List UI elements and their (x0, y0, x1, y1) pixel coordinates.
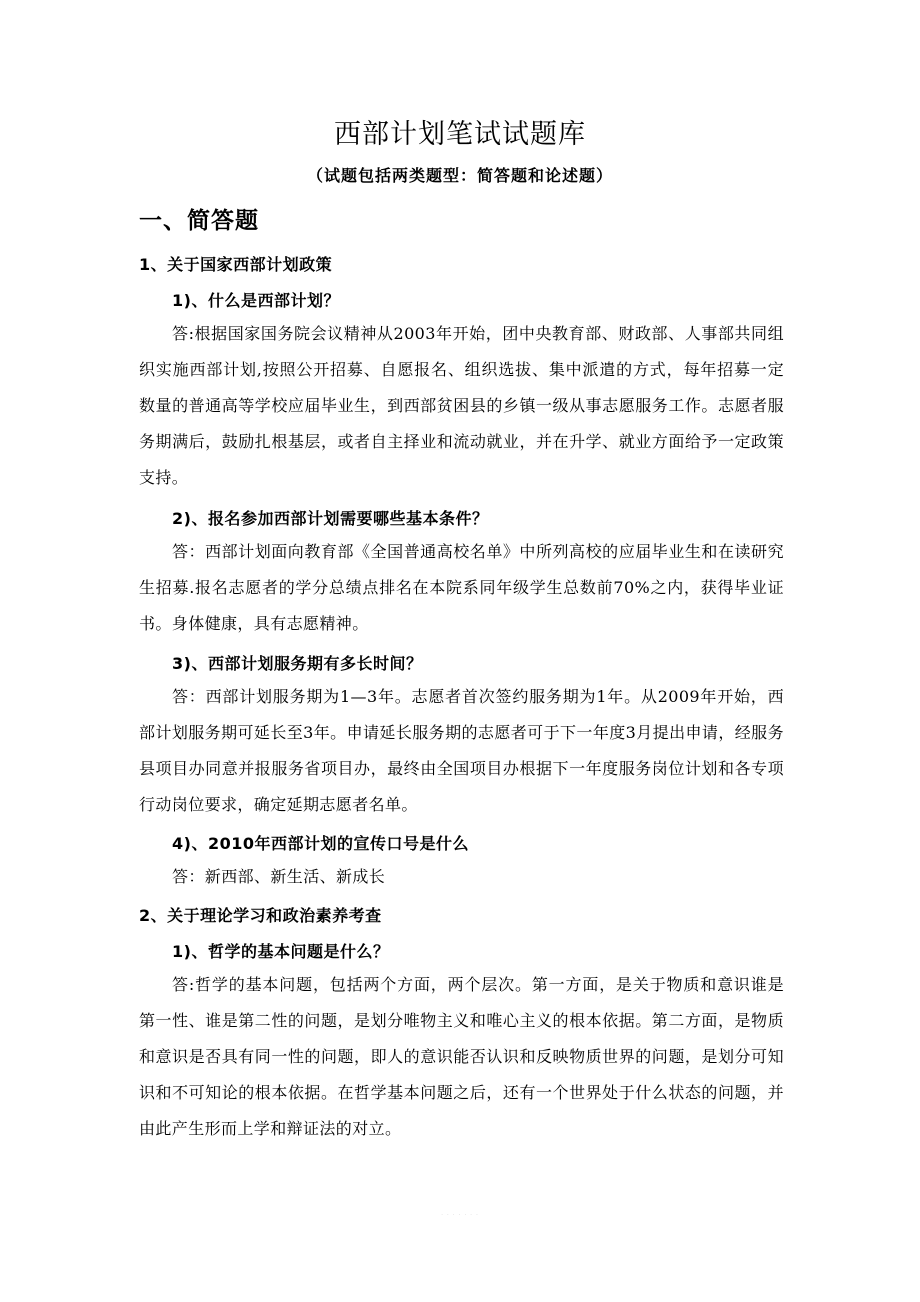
question-heading: 2)、报名参加西部计划需要哪些基本条件？ (172, 509, 489, 528)
answer-paragraph: 答：新西部、新生活、新成长 (172, 867, 386, 886)
topic-heading-theory: 2、关于理论学习和政治素养考查 (139, 906, 382, 925)
page-footer-mark: · · · · · · · (441, 1212, 479, 1219)
question-heading: 3)、西部计划服务期有多长时间？ (172, 654, 423, 673)
answer-paragraph: 答：西部计划面向教育部《全国普通高校名单》中所列高校的应届毕业生和在读研究生招募.报名志愿者的学分总绩点排名在本院系同年级学生总数前70%之内，获得毕业证书。身体健康，具有志愿精神。 (139, 542, 784, 633)
document-subtitle: （试题包括两类题型：简答题和论述题） (306, 166, 613, 185)
topic-heading-policy: 1、关于国家西部计划政策 (139, 255, 333, 274)
answer-paragraph: 答：西部计划服务期为1—3年。志愿者首次签约服务期为1年。从2009年开始，西部计划服务期可延长至3年。申请延长服务期的志愿者可于下一年度3月提出申请，经服务县项目办同意并报服务省项目办，最终由全国项目办根据下一年度服务岗位计划和各专项行动岗位要求，确定延期志愿者名单。 (139, 687, 784, 814)
section-heading-short-answer: 一、简答题 (139, 208, 259, 234)
question-heading: 1)、哲学的基本问题是什么？ (172, 942, 390, 961)
answer-paragraph: 答:哲学的基本问题，包括两个方面，两个层次。第一方面，是关于物质和意识谁是第一性、谁是第二性的问题，是划分唯物主义和唯心主义的根本依据。第二方面，是物质和意识是否具有同一性的问题，即人的意识能否认识和反映物质世界的问题，是划分可知识和不可知论的根本依据。在哲学基本问题之后，还有一个世界处于什么状态的问题，并由此产生形而上学和辩证法的对立。 (139, 975, 784, 1138)
answer-paragraph: 答:根据国家国务院会议精神从2003年开始，团中央教育部、财政部、人事部共同组织实施西部计划,按照公开招募、自愿报名、组织选拔、集中派遣的方式，每年招募一定数量的普通高等学校应届毕业生，到西部贫困县的乡镇一级从事志愿服务工作。志愿者服务期满后，鼓励扎根基层，或者自主择业和流动就业，并在升学、就业方面给予一定政策支持。 (139, 324, 784, 487)
document-title: 西部计划笔试试题库 (334, 119, 586, 150)
question-heading: 4)、2010年西部计划的宣传口号是什么 (172, 834, 469, 853)
question-heading: 1)、什么是西部计划？ (172, 291, 340, 310)
